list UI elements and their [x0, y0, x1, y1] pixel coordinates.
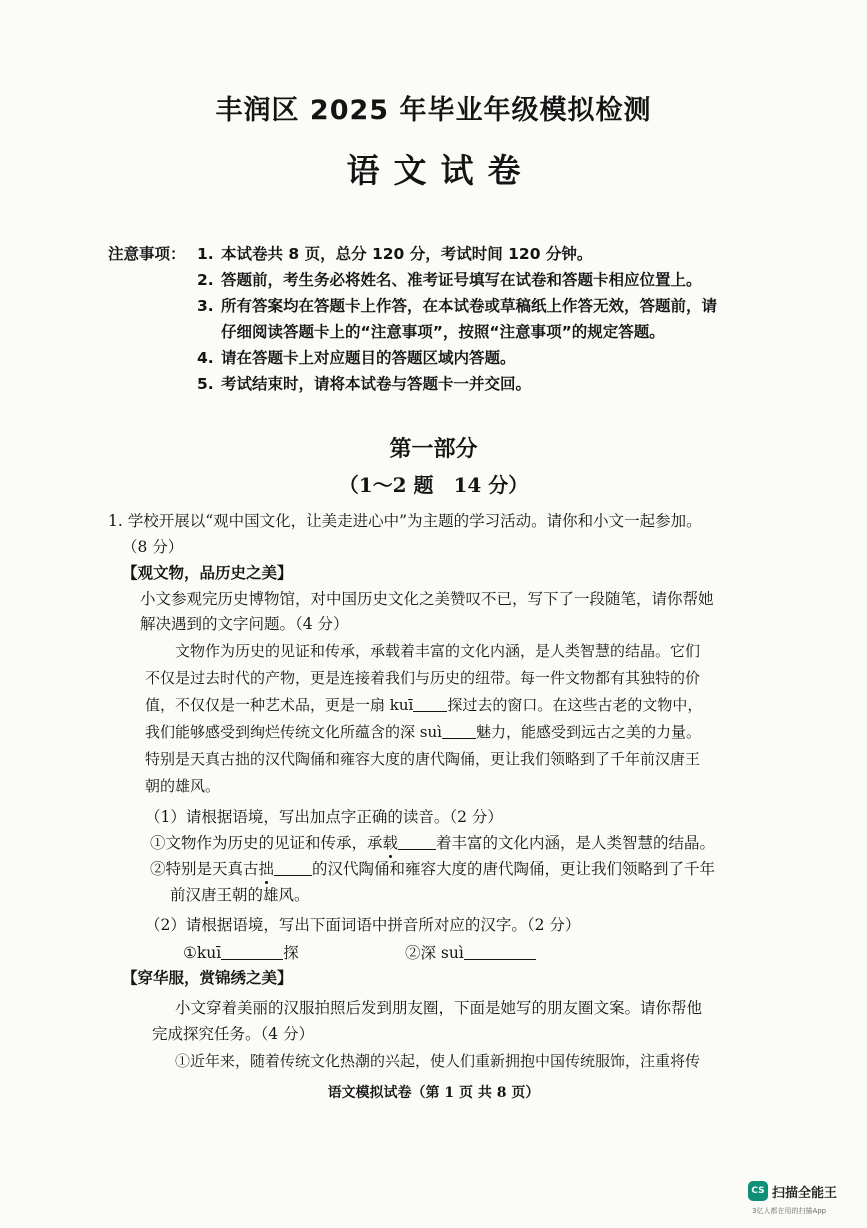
subquestion-item: ①文物作为历史的见证和传承，承载 着丰富的文化内涵，是人类智慧的结晶。 [150, 834, 716, 852]
dotted-char: 拙 [258, 860, 275, 878]
note-item: 5. 考试结束时，请将本试卷与答题卡一并交回。 [197, 375, 532, 393]
passage-line: ①近年来，随着传统文化热潮的兴起，使人们重新拥抱中国传统服饰，注重将传 [175, 1052, 701, 1070]
passage-line: 朝的雄风。 [145, 777, 221, 795]
subquestion-item: ②特别是天真古拙 的汉代陶俑和雍容大度的唐代陶俑，更让我们领略到了千年 [150, 860, 716, 878]
part-title: 第一部分 [389, 437, 478, 462]
scanner-watermark [748, 1181, 837, 1201]
exam-subtitle: 语文试卷 [346, 151, 535, 190]
subquestion-item: ②深 suì [405, 941, 536, 963]
question-score: （8 分） [122, 538, 184, 556]
subquestion-head: （1）请根据语境，写出加点字正确的读音。（2 分） [145, 808, 503, 826]
scanner-logo-icon: CS [748, 1181, 768, 1201]
section-intro: 小文参观完历史博物馆，对中国历史文化之美赞叹不已，写下了一段随笔，请你帮她 [140, 590, 714, 608]
answer-blank[interactable] [398, 835, 436, 850]
question-stem: 1. 学校开展以“观中国文化，让美走进心中”为主题的学习活动。请你和小文一起参加。 [108, 512, 702, 530]
page-footer: 语文模拟试卷（第 1 页 共 8 页） [327, 1085, 540, 1101]
subquestion-item: ①kuī 探 [183, 944, 299, 962]
section-heading: 【观文物，品历史之美】 [122, 564, 293, 582]
note-item: 2. 答题前，考生务必将姓名、准考证号填写在试卷和答题卡相应位置上。 [197, 271, 702, 289]
section-intro: 解决遇到的文字问题。（4 分） [140, 615, 349, 633]
subquestion-item-cont: 前汉唐王朝的雄风。 [170, 886, 310, 904]
passage-line: 不仅是过去时代的产物，更是连接着我们与历史的纽带。每一件文物都有其独特的价 [145, 669, 701, 687]
passage-line: 我们能够感受到绚烂传统文化所蕴含的深 suì 魅力，能感受到远古之美的力量。 [145, 723, 701, 741]
exam-title: 丰润区 2025 年毕业年级模拟检测 [215, 95, 652, 126]
note-item-continuation: 仔细阅读答题卡上的“注意事项”，按照“注意事项”的规定答题。 [221, 323, 665, 341]
scanner-tagline: 3亿人都在用的扫描App [752, 1207, 827, 1215]
section-intro: 完成探究任务。（4 分） [152, 1025, 315, 1043]
subquestion-head: （2）请根据语境，写出下面词语中拼音所对应的汉字。（2 分） [145, 916, 581, 934]
note-item: 4. 请在答题卡上对应题目的答题区域内答题。 [197, 349, 516, 367]
part-range: （1～2 题 14 分） [338, 473, 529, 497]
note-item: 3. 所有答案均在答题卡上作答，在本试卷或草稿纸上作答无效，答题前，请 [197, 297, 718, 315]
passage-line: 值，不仅仅是一种艺术品，更是一扇 kuī 探过去的窗口。在这些古老的文物中， [145, 696, 703, 714]
answer-blank[interactable] [274, 861, 312, 876]
dotted-char: 载 [382, 834, 399, 852]
answer-blank[interactable] [464, 945, 536, 960]
passage-line: 特别是天真古拙的汉代陶俑和雍容大度的唐代陶俑，更让我们领略到了千年前汉唐王 [145, 750, 701, 768]
note-item: 1. 本试卷共 8 页，总分 120 分，考试时间 120 分钟。 [197, 245, 593, 263]
scanner-app-name: 扫描全能王 [772, 1185, 838, 1201]
section-heading: 【穿华服，赏锦绣之美】 [122, 969, 293, 987]
notes-label: 注意事项： [108, 245, 186, 263]
passage-line: 文物作为历史的见证和传承，承载着丰富的文化内涵，是人类智慧的结晶。它们 [175, 642, 701, 660]
answer-blank[interactable] [221, 945, 283, 960]
section-intro: 小文穿着美丽的汉服拍照后发到朋友圈，下面是她写的朋友圈文案。请你帮他 [175, 999, 703, 1017]
